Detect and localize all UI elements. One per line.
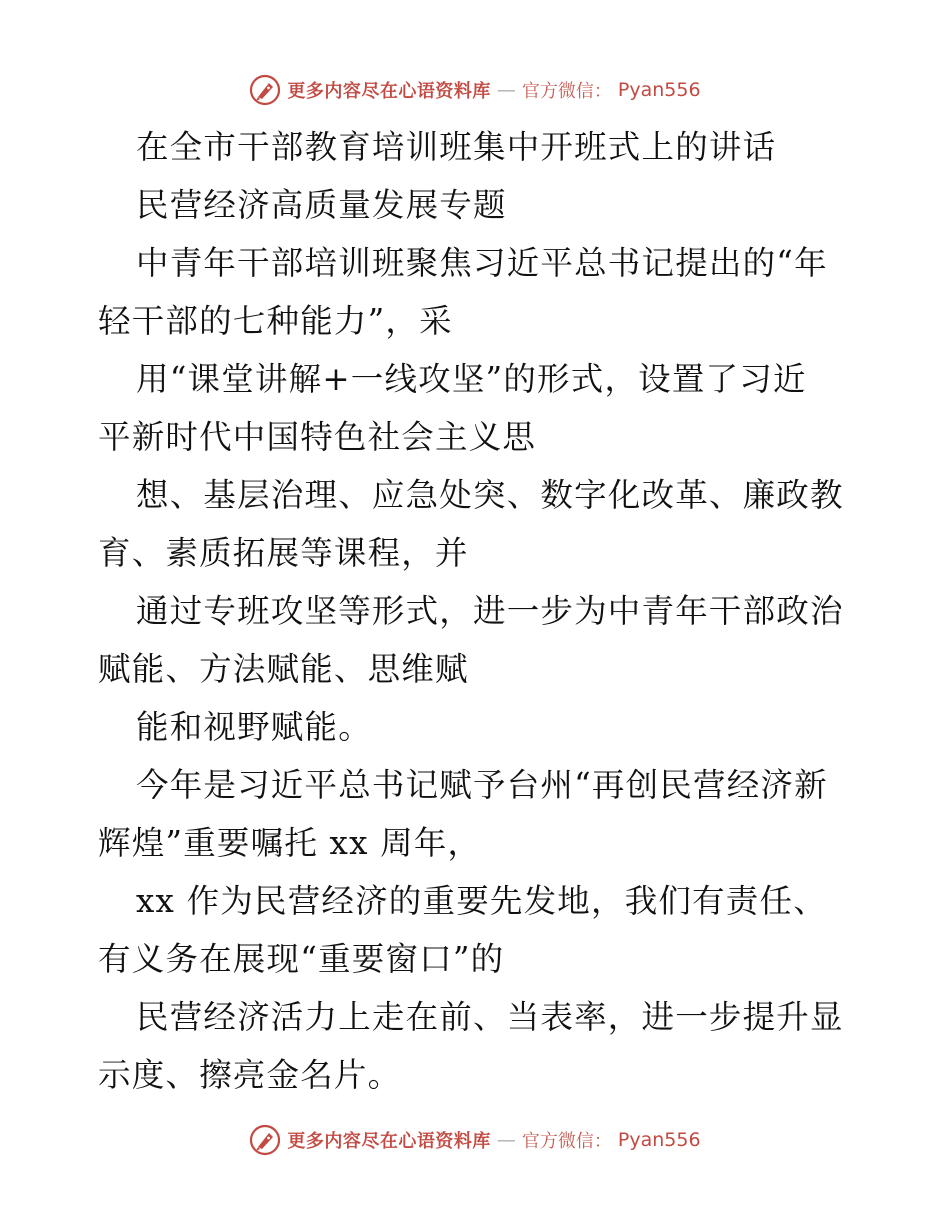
page-footer-watermark xyxy=(0,1122,950,1158)
watermark-handle: Pyan556 xyxy=(617,1129,701,1151)
text-line: 有义务在展现“重要窗口”的 xyxy=(98,940,505,978)
page-header-watermark xyxy=(0,72,950,108)
watermark-separator: — xyxy=(496,1129,516,1151)
text-line: 育、素质拓展等课程，并 xyxy=(98,534,469,572)
text-line: 示度、擦亮金名片。 xyxy=(98,1056,402,1094)
watermark-main-text: 更多内容尽在心语资料库 xyxy=(287,81,491,102)
text-line: 中青年干部培训班聚焦习近平总书记提出的“年 xyxy=(136,244,828,282)
text-line: 今年是习近平总书记赋予台州“再创民营经济新 xyxy=(136,766,828,804)
text-line: 民营经济活力上走在前、当表率，进一步提升显 xyxy=(136,998,844,1036)
document-title: 在全市干部教育培训班集中开班式上的讲话 xyxy=(136,128,777,166)
watermark-secondary-text: 官方微信： xyxy=(521,1131,612,1152)
pen-nib-logo-icon xyxy=(249,1124,281,1156)
document-body xyxy=(98,118,858,1104)
text-line: 能和视野赋能。 xyxy=(136,708,372,746)
text-line: 想、基层治理、应急处突、数字化改革、廉政教 xyxy=(136,476,844,514)
text-line: 通过专班攻坚等形式，进一步为中青年干部政治 xyxy=(136,592,844,630)
text-line: 轻干部的七种能力”，采 xyxy=(98,302,453,340)
text-line: xx 作为民营经济的重要先发地，我们有责任、 xyxy=(136,882,827,920)
text-line: 平新时代中国特色社会主义思 xyxy=(98,418,537,456)
watermark xyxy=(249,74,700,106)
text-line: 辉煌”重要嘱托 xx 周年， xyxy=(98,824,482,862)
watermark-handle: Pyan556 xyxy=(617,79,701,101)
watermark-main-text: 更多内容尽在心语资料库 xyxy=(287,1131,491,1152)
watermark-secondary-text: 官方微信： xyxy=(521,81,612,102)
document-subtitle: 民营经济高质量发展专题 xyxy=(136,186,507,224)
text-line: 赋能、方法赋能、思维赋 xyxy=(98,650,469,688)
watermark-separator: — xyxy=(496,79,516,101)
watermark xyxy=(249,1124,700,1156)
pen-nib-logo-icon xyxy=(249,74,281,106)
text-line: 用“课堂讲解+一线攻坚”的形式，设置了习近 xyxy=(136,360,807,398)
